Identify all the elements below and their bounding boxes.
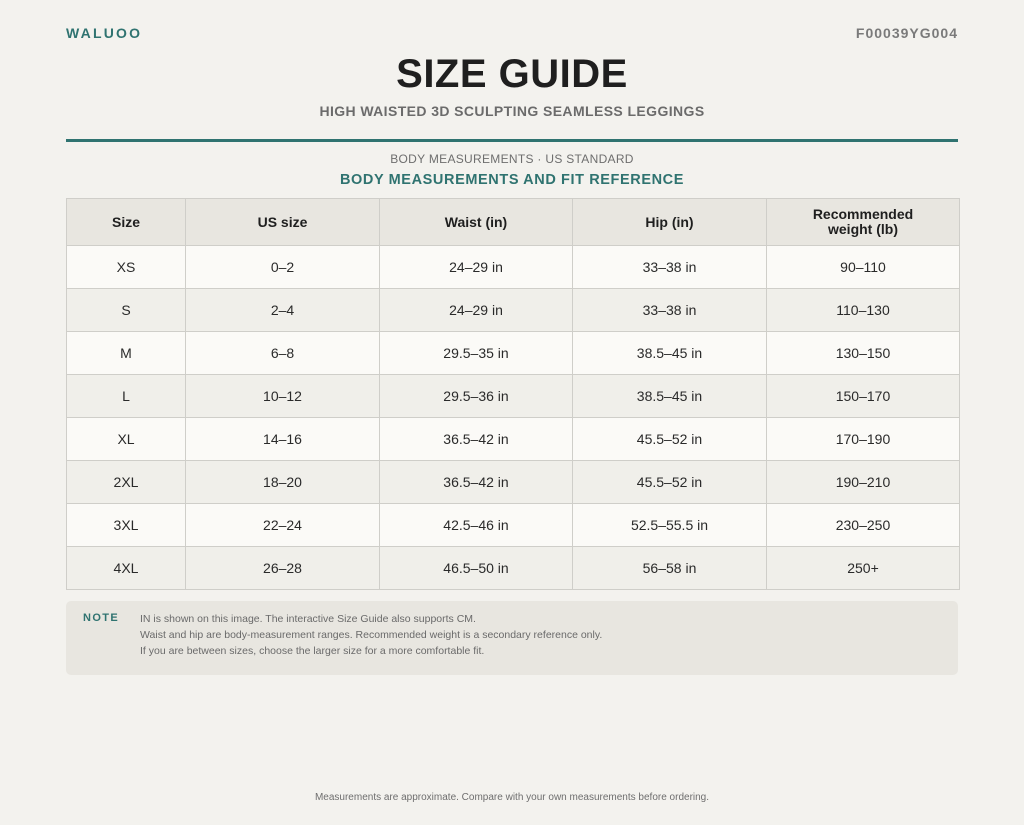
header-divider — [66, 139, 958, 142]
cell-us-size: 2–4 — [186, 289, 380, 332]
cell-weight: 250+ — [767, 547, 960, 590]
column-header-waist: Waist (in) — [380, 199, 573, 246]
cell-size: XS — [67, 246, 186, 289]
section-title: BODY MEASUREMENTS AND FIT REFERENCE — [339, 172, 685, 188]
cell-size: 3XL — [67, 504, 186, 547]
cell-hip: 38.5–45 in — [573, 332, 767, 375]
cell-hip: 38.5–45 in — [573, 375, 767, 418]
cell-us-size: 22–24 — [186, 504, 380, 547]
product-code: F00039YG004 — [855, 25, 958, 41]
size-table — [66, 198, 960, 590]
cell-waist: 29.5–35 in — [380, 332, 573, 375]
note-line: If you are between sizes, choose the larger size for a more comfortable fit. — [140, 645, 485, 657]
cell-us-size: 18–20 — [186, 461, 380, 504]
table-row — [67, 332, 960, 375]
note-lines — [140, 611, 602, 659]
table-row — [67, 418, 960, 461]
cell-weight: 110–130 — [767, 289, 960, 332]
cell-waist: 29.5–36 in — [380, 375, 573, 418]
cell-hip: 45.5–52 in — [573, 461, 767, 504]
cell-size: S — [67, 289, 186, 332]
column-header-size: Size — [67, 199, 186, 246]
note-line: IN is shown on this image. The interactive Size Guide also supports CM. — [140, 613, 476, 625]
table-row — [67, 461, 960, 504]
cell-weight: 90–110 — [767, 246, 960, 289]
cell-size: 4XL — [67, 547, 186, 590]
cell-waist: 36.5–42 in — [380, 418, 573, 461]
cell-us-size: 0–2 — [186, 246, 380, 289]
table-row — [67, 375, 960, 418]
note-box — [66, 601, 958, 675]
cell-size: 2XL — [67, 461, 186, 504]
note-label: NOTE — [83, 612, 120, 624]
column-header-us-size: US size — [186, 199, 380, 246]
footer-disclaimer: Measurements are approximate. Compare with your own measurements before ordering. — [314, 792, 710, 803]
cell-size: M — [67, 332, 186, 375]
cell-weight: 150–170 — [767, 375, 960, 418]
cell-waist: 24–29 in — [380, 246, 573, 289]
size-guide-page — [66, 0, 958, 825]
cell-size: XL — [67, 418, 186, 461]
note-line: Waist and hip are body-measurement ranges. Recommended weight is a secondary reference only. — [140, 629, 603, 641]
page-title: SIZE GUIDE — [396, 52, 628, 96]
cell-hip: 33–38 in — [573, 246, 767, 289]
cell-hip: 45.5–52 in — [573, 418, 767, 461]
table-row — [67, 246, 960, 289]
cell-weight: 230–250 — [767, 504, 960, 547]
cell-size: L — [67, 375, 186, 418]
cell-waist: 46.5–50 in — [380, 547, 573, 590]
product-name: HIGH WAISTED 3D SCULPTING SEAMLESS LEGGINGS — [319, 103, 705, 119]
table-row — [67, 289, 960, 332]
cell-hip: 33–38 in — [573, 289, 767, 332]
table-row — [67, 547, 960, 590]
cell-us-size: 10–12 — [186, 375, 380, 418]
cell-hip: 56–58 in — [573, 547, 767, 590]
cell-weight: 170–190 — [767, 418, 960, 461]
table-row — [67, 504, 960, 547]
cell-hip: 52.5–55.5 in — [573, 504, 767, 547]
cell-us-size: 6–8 — [186, 332, 380, 375]
cell-waist: 24–29 in — [380, 289, 573, 332]
cell-us-size: 26–28 — [186, 547, 380, 590]
cell-weight: 130–150 — [767, 332, 960, 375]
column-header-weight: Recommended weight (lb) — [767, 199, 960, 246]
column-header-hip: Hip (in) — [573, 199, 767, 246]
section-eyebrow: BODY MEASUREMENTS · US STANDARD — [390, 152, 634, 166]
cell-us-size: 14–16 — [186, 418, 380, 461]
cell-waist: 36.5–42 in — [380, 461, 573, 504]
brand-logo-text: WALUOO — [66, 25, 143, 41]
cell-weight: 190–210 — [767, 461, 960, 504]
cell-waist: 42.5–46 in — [380, 504, 573, 547]
table-header-row — [67, 199, 960, 246]
